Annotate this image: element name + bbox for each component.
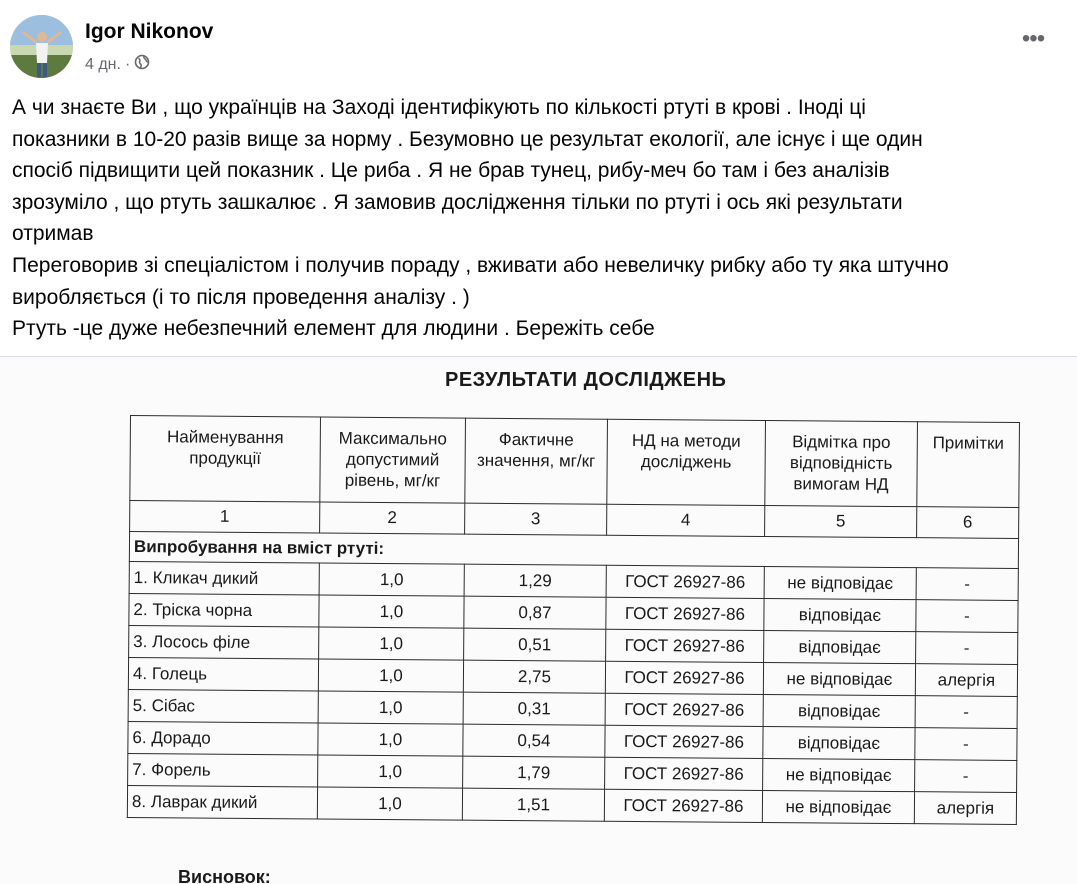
method-standard-cell: ГОСТ 26927-86 (605, 725, 763, 758)
column-number: 2 (320, 502, 465, 534)
results-table (127, 415, 1020, 825)
author-name[interactable]: Igor Nikonov (85, 20, 214, 43)
max-level-cell: 1,0 (319, 627, 464, 660)
method-standard-cell: ГОСТ 26927-86 (606, 597, 764, 630)
method-standard-cell: ГОСТ 26927-86 (604, 789, 762, 822)
meta-separator: · (124, 55, 131, 73)
post-meta (85, 54, 150, 75)
notes-cell: алергія (914, 792, 1016, 825)
table-row (127, 785, 1016, 824)
product-name-cell: 8. Лаврак дикий (127, 785, 317, 818)
method-standard-cell: ГОСТ 26927-86 (605, 693, 763, 726)
product-name-cell: 3. Лосось філе (129, 625, 319, 658)
compliance-cell: не відповідає (763, 662, 915, 695)
table-header-row (130, 416, 1020, 508)
actual-value-cell: 0,87 (464, 596, 606, 629)
max-level-cell: 1,0 (317, 787, 462, 820)
post-text-line: Переговорив зі спеціалістом і получив пораду , вживати або невеличку рибку або ту яка штучно (12, 253, 949, 277)
compliance-cell: не відповідає (763, 758, 915, 791)
compliance-cell: не відповідає (764, 566, 916, 599)
actual-value-cell: 0,51 (464, 628, 606, 661)
product-name-cell: 7. Форель (128, 753, 318, 786)
max-level-cell: 1,0 (318, 691, 463, 724)
compliance-cell: не відповідає (762, 790, 914, 823)
post-text-line: спосіб підвищити цей показник . Це риба . Я не брав тунец, рибу-меч бо там і без аналізів (12, 159, 890, 183)
product-name-cell: 2. Тріска чорна (129, 593, 319, 626)
compliance-cell: відповідає (764, 598, 916, 631)
max-level-cell: 1,0 (319, 563, 464, 596)
actual-value-cell: 1,79 (463, 756, 605, 789)
section-title: Випробування на вміст ртуті: (129, 532, 1018, 569)
notes-cell: - (915, 696, 1017, 729)
method-standard-cell: ГОСТ 26927-86 (606, 629, 764, 662)
actual-value-cell: 2,75 (463, 660, 605, 693)
header-actual-value: Фактичне значення, мг/кг (465, 418, 608, 504)
compliance-cell: відповідає (763, 694, 915, 727)
method-standard-cell: ГОСТ 26927-86 (606, 565, 764, 598)
actual-value-cell: 0,31 (463, 692, 605, 725)
compliance-cell: відповідає (764, 630, 916, 663)
product-name-cell: 1. Кликач дикий (129, 561, 319, 594)
post-text-line: зрозуміло , що ртуть зашкалює . Я замовив дослідження тільки по ртуті і ось які результати (12, 190, 903, 214)
header-compliance: Відмітка про відповідність вимогам НД (765, 420, 918, 506)
post-text-line: виробляється (і то після проведення аналізу . ) (12, 285, 470, 309)
max-level-cell: 1,0 (318, 659, 463, 692)
notes-cell: алергія (915, 664, 1017, 697)
actual-value-cell: 1,51 (462, 788, 604, 821)
avatar[interactable] (10, 15, 73, 78)
column-number: 5 (765, 505, 917, 537)
document-photo[interactable] (0, 357, 1077, 884)
post-text-line: А чи знаєте Ви , що українців на Заході ідентифікують по кількості ртуті в крові . Іноді ці (12, 96, 866, 119)
notes-cell: - (916, 632, 1018, 665)
max-level-cell: 1,0 (319, 595, 464, 628)
column-number: 1 (130, 501, 320, 533)
notes-cell: - (915, 728, 1017, 761)
post-text (12, 92, 1067, 345)
product-name-cell: 5. Сібас (128, 689, 318, 722)
header-max-level: Максимально допустимий рівень, мг/кг (320, 417, 466, 503)
more-options-button[interactable] (1017, 25, 1049, 57)
post-text-line: Ртуть -це дуже небезпечний елемент для людини . Бережіть себе (12, 317, 655, 341)
header-method-standard: НД на методи досліджень (607, 419, 766, 505)
actual-value-cell: 1,29 (464, 564, 606, 597)
header-product: Найменування продукції (130, 416, 321, 502)
compliance-cell: відповідає (763, 726, 915, 759)
column-number: 6 (917, 507, 1019, 539)
conclusion-heading: Висновок: (178, 867, 271, 884)
product-name-cell: 6. Дорадо (128, 721, 318, 754)
results-body (127, 561, 1018, 824)
column-number: 4 (607, 504, 765, 536)
notes-cell: - (915, 760, 1017, 793)
max-level-cell: 1,0 (318, 755, 463, 788)
max-level-cell: 1,0 (318, 723, 463, 756)
document-title: РЕЗУЛЬТАТИ ДОСЛІДЖЕНЬ (445, 369, 727, 391)
method-standard-cell: ГОСТ 26927-86 (605, 661, 763, 694)
post-text-line: отримав (12, 222, 94, 246)
column-number: 3 (465, 503, 607, 535)
notes-cell: - (916, 600, 1018, 633)
product-name-cell: 4. Голець (128, 657, 318, 690)
header-notes: Примітки (917, 422, 1020, 508)
avatar-photo (10, 15, 73, 78)
more-horizontal-icon: ••• (1021, 25, 1045, 52)
post-time[interactable]: 4 дн. (85, 55, 121, 73)
post-header (10, 15, 1067, 81)
globe-icon (134, 54, 150, 75)
post-text-line: показники в 10-20 разів вище за норму . Безумовно це результат екології, але існує і ще один (12, 127, 923, 151)
method-standard-cell: ГОСТ 26927-86 (605, 757, 763, 790)
actual-value-cell: 0,54 (463, 724, 605, 757)
notes-cell: - (916, 568, 1018, 601)
